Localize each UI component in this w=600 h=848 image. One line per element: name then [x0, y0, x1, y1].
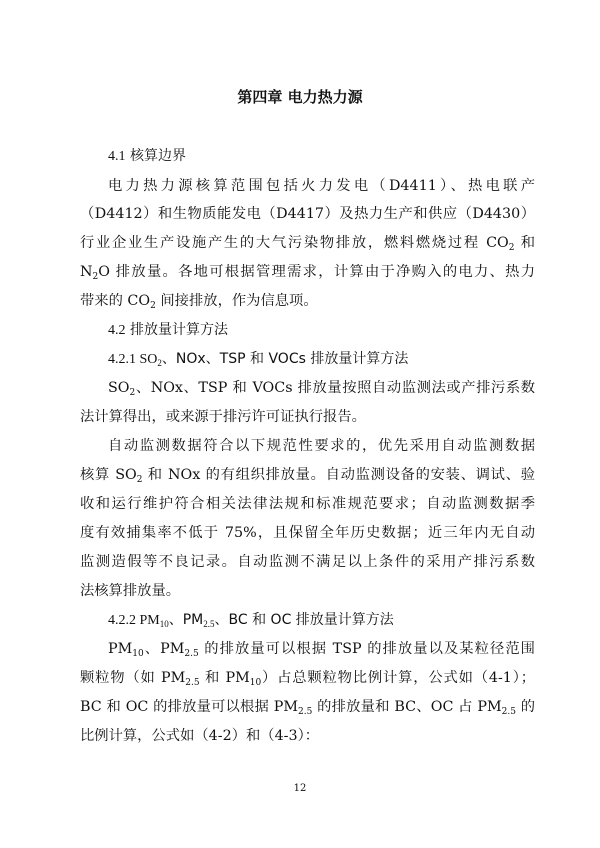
subscript: 2	[136, 475, 143, 485]
text-run: BC 和 OC 的排放量可以根据 PM	[80, 699, 299, 715]
para1-line4	[80, 262, 535, 282]
para1-line5	[80, 291, 318, 311]
text-run: 、BC 和 OC 排放量计算方法	[214, 612, 394, 628]
text-run: 核算 SO	[80, 467, 137, 483]
para3-line6: 法核算排放量。	[80, 583, 181, 599]
subscript: 2.5	[501, 707, 516, 717]
text-run: 颗粒物（如 PM	[80, 670, 186, 686]
para4-line2	[80, 668, 535, 688]
text-run: 、NOx、TSP 和 VOCs 排放量按照自动监测法或产排污系数	[135, 380, 535, 396]
text-run: 的排放量和 BC、OC 占 PM	[312, 699, 502, 715]
subscript: 10	[132, 649, 144, 659]
text-run: 和 NOx 的有组织排放量。自动监测设备的安装、调试、验	[142, 467, 535, 483]
section-4-1-heading	[108, 146, 186, 167]
section-4-2-2-heading	[108, 610, 394, 631]
section-number: 4.2	[108, 323, 126, 338]
para4-line4: 比例计算，公式如（4-2）和（4-3）：	[80, 728, 320, 744]
subscript: 2.5	[185, 678, 200, 688]
subscript: 2.5	[298, 707, 313, 717]
section-title: 核算边界	[129, 148, 186, 164]
text-run: 行业企业生产设施产生的大气污染物排放，燃料燃烧过程 CO	[80, 235, 509, 251]
subscript: 2	[129, 388, 136, 398]
text-run: 间接排放，作为信息项。	[155, 293, 318, 309]
subscript: 2.5	[184, 649, 199, 659]
text-run: PM	[136, 613, 160, 628]
text-run: 的	[515, 699, 535, 715]
section-number: 4.1	[108, 149, 126, 164]
text-run: 、PM	[143, 641, 185, 657]
subscript: 2	[508, 243, 515, 253]
text-run: 带来的 CO	[80, 293, 151, 309]
text-run: N	[80, 264, 93, 280]
section-4-2-heading	[108, 320, 228, 341]
para1-line1: 电力热力源核算范围包括火力发电（D4411）、热电联产	[108, 178, 535, 194]
text-run: ）占总颗粒物比例计算，公式如（4-1）；	[261, 670, 535, 686]
para4-line1	[108, 639, 535, 659]
text-run: 和	[514, 235, 535, 251]
chapter-title: 第四章 电力热力源	[237, 88, 363, 106]
text-run: 、NOx、TSP 和 VOCs 排放量计算方法	[161, 351, 409, 367]
subscript: 2	[157, 358, 162, 368]
text-run: 、PM	[168, 612, 204, 628]
para3-line4: 度有效捕集率不低于 75%，且保留全年历史数据；近三年内无自动	[80, 525, 535, 541]
para3-line1: 自动监测数据符合以下规范性要求的，优先采用自动监测数据	[108, 438, 535, 454]
section-4-2-1-heading	[108, 349, 408, 370]
text-run: 和 PM	[199, 670, 250, 686]
subscript: 10	[159, 619, 169, 629]
para1-line3	[80, 233, 535, 253]
text-run: SO	[136, 352, 158, 367]
text-run: PM	[108, 641, 133, 657]
para2-line1	[108, 378, 535, 398]
subscript: 2.5	[203, 619, 215, 629]
text-run: SO	[108, 380, 130, 396]
section-title: 排放量计算方法	[129, 322, 228, 338]
text-run: O 排放量。各地可根据管理需求，计算由于净购入的电力、热力	[98, 264, 535, 280]
section-number: 4.2.2	[108, 613, 136, 628]
para4-line3	[80, 697, 535, 717]
para3-line3: 收和运行维护符合相关法律法规和标准规范要求；自动监测数据季	[80, 496, 535, 512]
text-run: 的排放量可以根据 TSP 的排放量以及某粒径范围	[198, 641, 535, 657]
subscript: 2	[92, 272, 99, 282]
subscript: 2	[150, 301, 156, 311]
subscript: 10	[249, 678, 262, 688]
page-number: 12	[293, 783, 307, 794]
para3-line2	[80, 465, 535, 485]
para2-line2: 法计算得出，或来源于排污许可证执行报告。	[80, 409, 366, 425]
para1-line2: （D4412）和生物质能发电（D4417）及热力生产和供应（D4430）	[80, 206, 535, 222]
section-number: 4.2.1	[108, 352, 136, 367]
para3-line5: 监测造假等不良记录。自动监测不满足以上条件的采用产排污系数	[80, 554, 535, 570]
